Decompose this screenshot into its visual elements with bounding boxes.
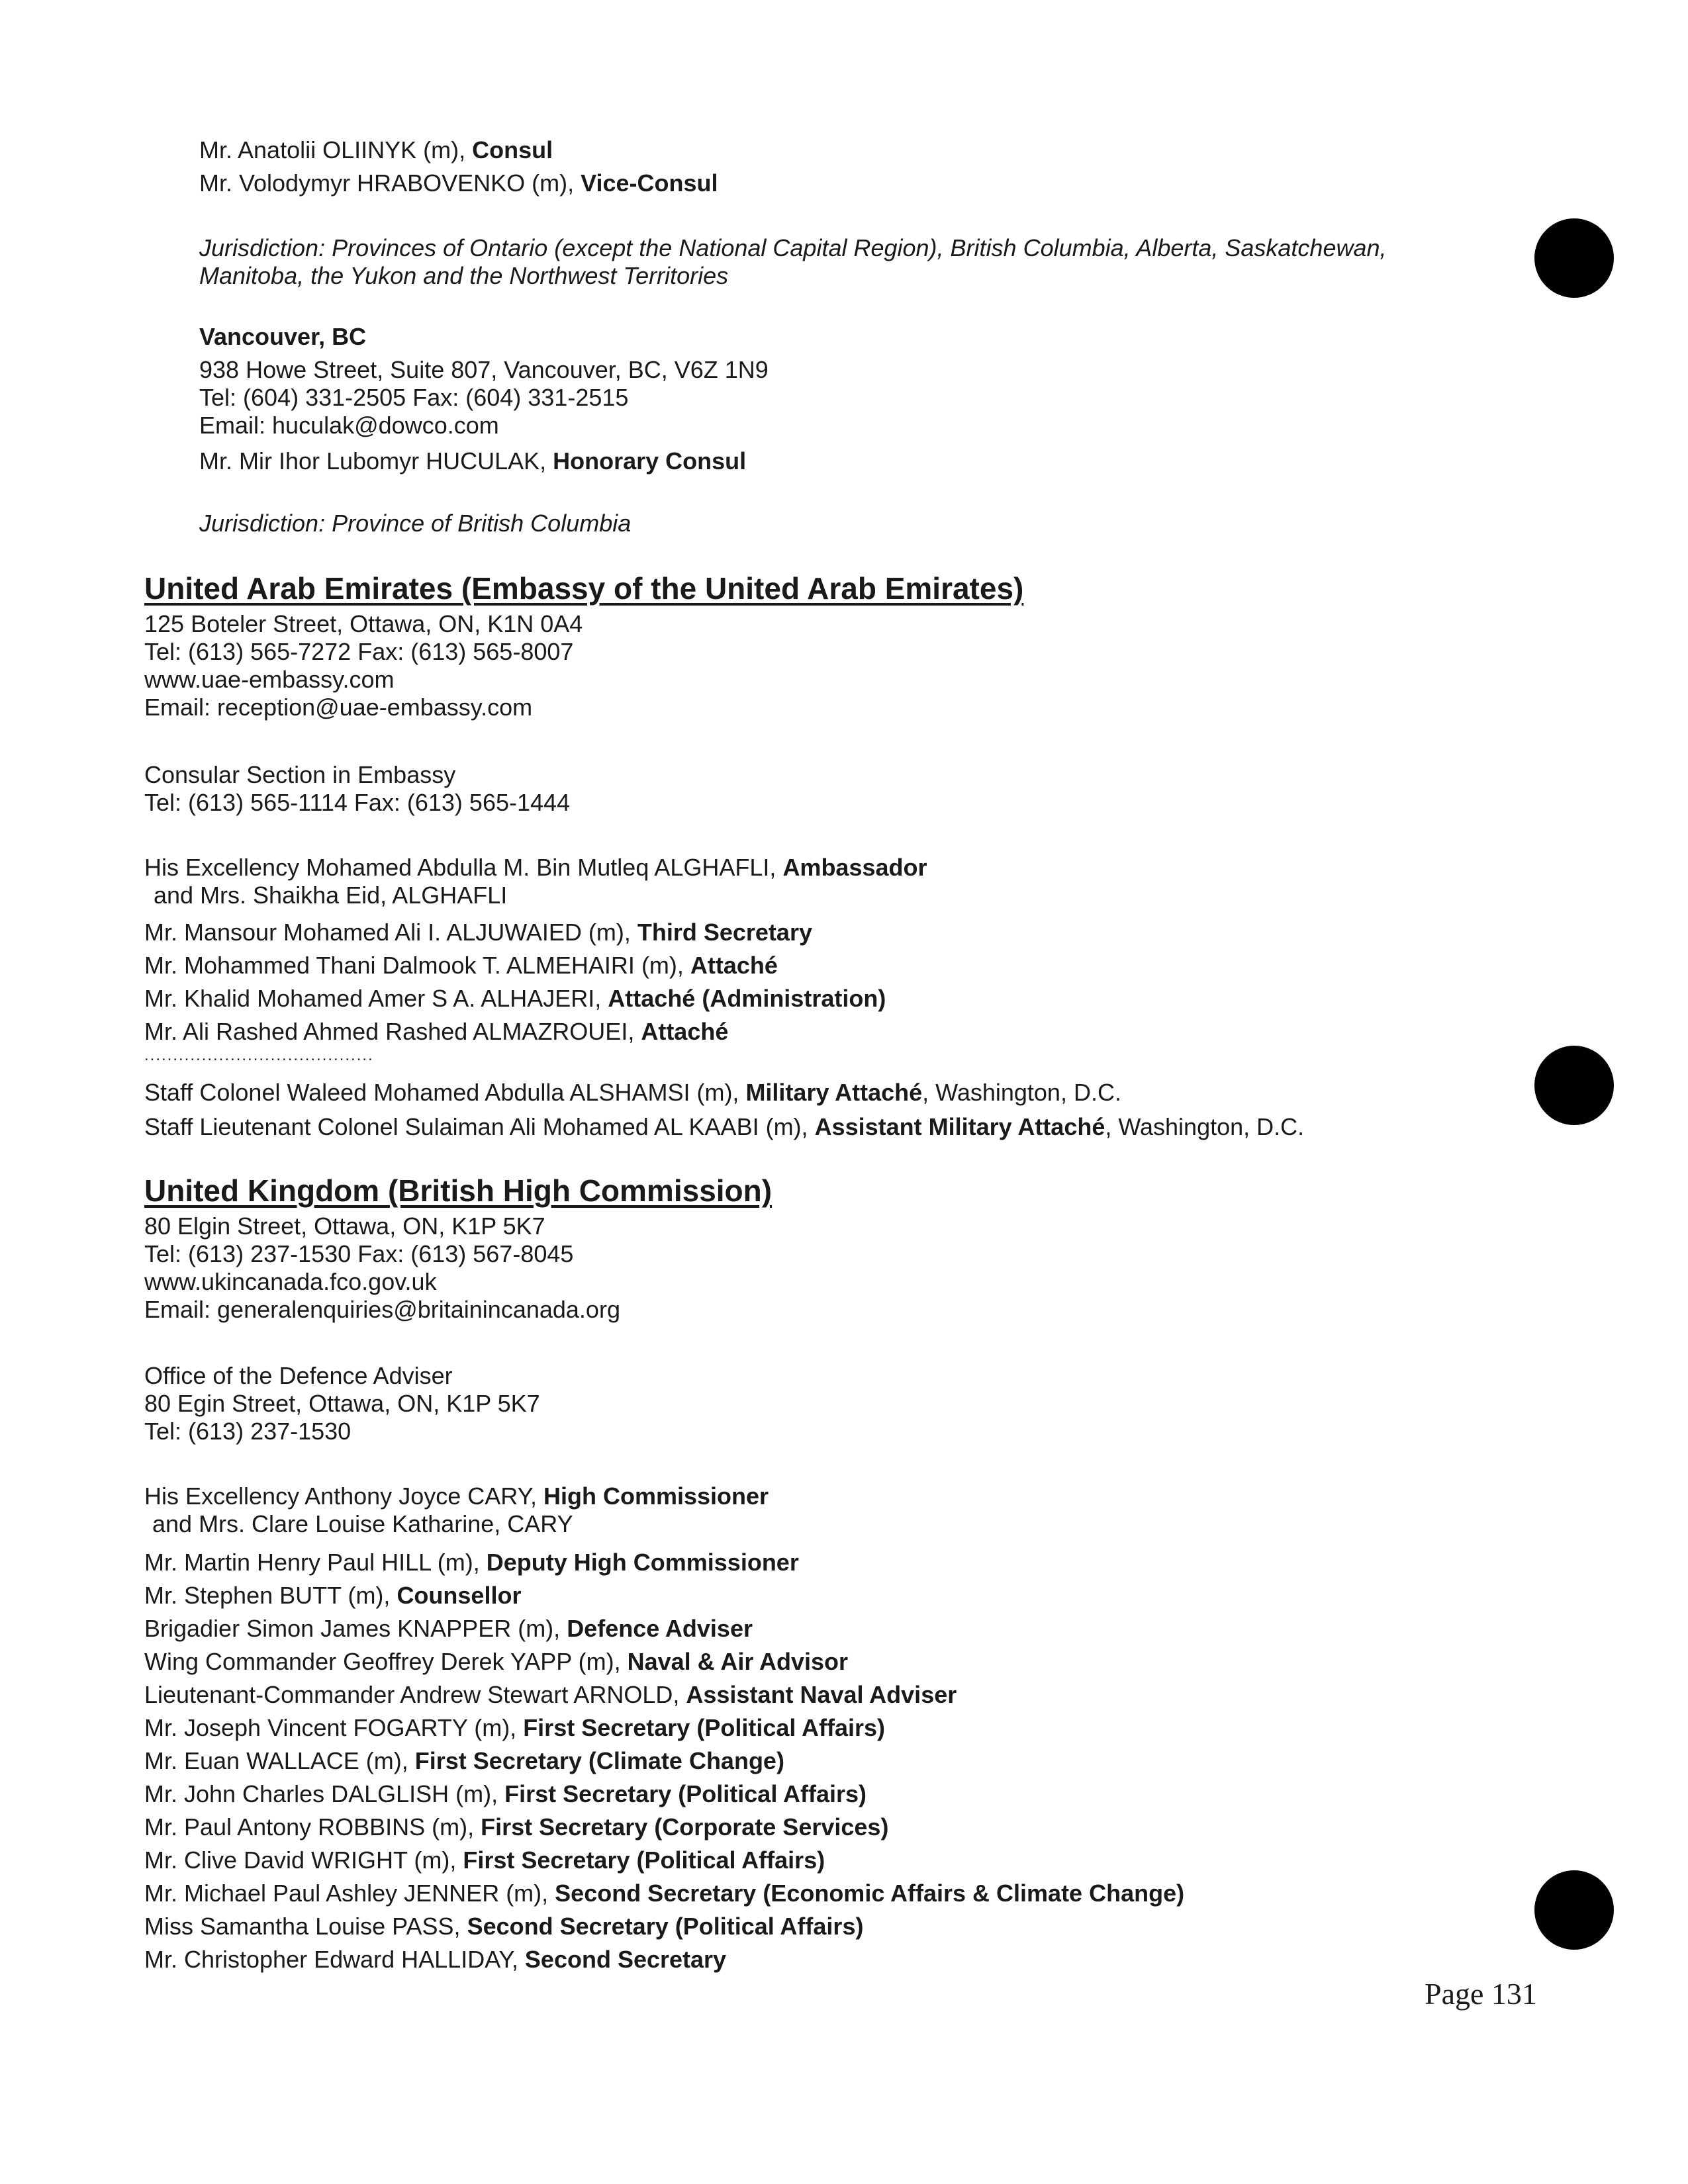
tel-text: Tel: (613) 565-1114 Fax: (613) 565-1444 <box>144 789 571 816</box>
head-of-mission <box>144 1482 769 1510</box>
staff-line <box>144 1582 521 1610</box>
staff-line <box>144 1846 825 1874</box>
staff-line <box>144 1946 726 1974</box>
email-text: Email: generalenquiries@britainincanada.org <box>144 1296 620 1323</box>
staff-name: Mr. Michael Paul Ashley JENNER (m), <box>144 1880 555 1907</box>
address-text: 80 Elgin Street, Ottawa, ON, K1P 5K7 <box>144 1212 545 1240</box>
staff-title: Honorary Consul <box>553 447 747 475</box>
staff-line <box>199 447 746 475</box>
staff-title: Naval & Air Advisor <box>627 1648 849 1675</box>
staff-name: Mr. Paul Antony ROBBINS (m), <box>144 1813 481 1841</box>
staff-name: Mr. Mansour Mohamed Ali I. ALJUWAIED (m), <box>144 919 637 946</box>
address-text: 938 Howe Street, Suite 807, Vancouver, BC, V6Z 1N9 <box>199 356 769 383</box>
staff-name: Mr. Martin Henry Paul HILL (m), <box>144 1549 487 1576</box>
email-text: Email: reception@uae-embassy.com <box>144 694 533 721</box>
tel-text: Tel: (613) 565-7272 Fax: (613) 565-8007 <box>144 638 574 665</box>
staff-title: Third Secretary <box>637 919 812 946</box>
jurisdiction-text: Manitoba, the Yukon and the Northwest Territories <box>199 262 729 289</box>
jurisdiction-text: Jurisdiction: Province of British Columbia <box>199 510 632 537</box>
staff-line <box>144 952 778 979</box>
staff-title: Attaché (Administration) <box>608 985 886 1012</box>
staff-line <box>144 1880 1184 1907</box>
staff-name: Staff Lieutenant Colonel Sulaiman Ali Mohamed AL KAABI (m), <box>144 1113 815 1140</box>
staff-title: First Secretary (Corporate Services) <box>481 1813 889 1841</box>
dotted-separator: ........................................ <box>144 1046 374 1064</box>
staff-title: Deputy High Commissioner <box>486 1549 799 1576</box>
staff-title: First Secretary (Political Affairs) <box>523 1714 886 1741</box>
section-heading-uk: United Kingdom (British High Commission) <box>144 1173 773 1208</box>
staff-line <box>144 1648 848 1676</box>
staff-line <box>144 1813 888 1841</box>
section-heading-uae: United Arab Emirates (Embassy of the United Arab Emirates) <box>144 571 1024 606</box>
staff-title: Attaché <box>641 1018 729 1045</box>
staff-line <box>144 919 812 946</box>
staff-title: High Commissioner <box>543 1482 769 1510</box>
staff-title: Ambassador <box>782 854 927 881</box>
tel-text: Tel: (613) 237-1530 Fax: (613) 567-8045 <box>144 1240 574 1267</box>
staff-line <box>144 1615 753 1643</box>
staff-name: His Excellency Mohamed Abdulla M. Bin Mutleq ALGHAFLI, <box>144 854 783 881</box>
staff-name: Mr. Mir Ihor Lubomyr HUCULAK, <box>199 447 553 475</box>
website-text: www.ukincanada.fco.gov.uk <box>144 1268 437 1295</box>
staff-line <box>144 985 886 1013</box>
head-of-mission <box>144 854 927 882</box>
staff-line <box>144 1681 957 1709</box>
staff-name: Mr. John Charles DALGLISH (m), <box>144 1780 505 1807</box>
tel-text: Tel: (604) 331-2505 Fax: (604) 331-2515 <box>199 384 629 411</box>
military-line <box>144 1079 1121 1107</box>
staff-title: First Secretary (Political Affairs) <box>504 1780 867 1807</box>
staff-name: Lieutenant-Commander Andrew Stewart ARNOLD, <box>144 1681 686 1708</box>
staff-line <box>144 1780 867 1808</box>
staff-name: His Excellency Anthony Joyce CARY, <box>144 1482 543 1510</box>
staff-name: Mr. Mohammed Thani Dalmook T. ALMEHAIRI (m), <box>144 952 690 979</box>
staff-title: Assistant Military Attaché <box>814 1113 1105 1140</box>
staff-line <box>144 1714 885 1742</box>
staff-title: Second Secretary (Economic Affairs & Climate Change) <box>555 1880 1185 1907</box>
staff-title: First Secretary (Political Affairs) <box>463 1846 825 1874</box>
jurisdiction-text: Jurisdiction: Provinces of Ontario (except the National Capital Region), British Columbia, Alberta, Saskatchewan, <box>199 234 1387 261</box>
staff-title: Defence Adviser <box>567 1615 753 1642</box>
staff-title: Attaché <box>690 952 778 979</box>
spouse-text: and Mrs. Shaikha Eid, ALGHAFLI <box>154 882 508 909</box>
staff-name: Miss Samantha Louise PASS, <box>144 1913 467 1940</box>
address-text: 80 Egin Street, Ottawa, ON, K1P 5K7 <box>144 1390 540 1417</box>
consular-section: Consular Section in Embassy <box>144 761 456 788</box>
staff-line <box>144 1549 799 1576</box>
staff-title: Consul <box>472 136 553 163</box>
defence-office: Office of the Defence Adviser <box>144 1362 453 1389</box>
staff-line <box>144 1913 863 1940</box>
staff-location: , Washington, D.C. <box>1105 1113 1305 1140</box>
staff-name: Wing Commander Geoffrey Derek YAPP (m), <box>144 1648 628 1675</box>
staff-line <box>144 1747 784 1775</box>
staff-line <box>144 1018 728 1046</box>
punch-hole <box>1534 1870 1614 1950</box>
staff-title: Counsellor <box>397 1582 522 1609</box>
website-text: www.uae-embassy.com <box>144 666 395 693</box>
staff-name: Brigadier Simon James KNAPPER (m), <box>144 1615 567 1642</box>
staff-title: Second Secretary (Political Affairs) <box>467 1913 864 1940</box>
spouse-text: and Mrs. Clare Louise Katharine, CARY <box>152 1510 573 1537</box>
staff-line <box>199 169 718 197</box>
tel-text: Tel: (613) 237-1530 <box>144 1418 352 1445</box>
staff-location: , Washington, D.C. <box>922 1079 1121 1106</box>
address-text: 125 Boteler Street, Ottawa, ON, K1N 0A4 <box>144 610 583 637</box>
punch-hole <box>1534 1046 1614 1125</box>
staff-name: Mr. Anatolii OLIINYK (m), <box>199 136 473 163</box>
staff-line <box>199 136 553 164</box>
staff-title: First Secretary (Climate Change) <box>414 1747 784 1774</box>
military-line <box>144 1113 1304 1141</box>
staff-name: Mr. Volodymyr HRABOVENKO (m), <box>199 169 581 197</box>
staff-name: Staff Colonel Waleed Mohamed Abdulla ALSHAMSI (m), <box>144 1079 746 1106</box>
email-text: Email: huculak@dowco.com <box>199 412 499 439</box>
staff-name: Mr. Clive David WRIGHT (m), <box>144 1846 463 1874</box>
staff-name: Mr. Stephen BUTT (m), <box>144 1582 397 1609</box>
staff-name: Mr. Ali Rashed Ahmed Rashed ALMAZROUEI, <box>144 1018 641 1045</box>
page-number: Page 131 <box>1425 1977 1537 2011</box>
city-heading: Vancouver, BC <box>199 323 367 350</box>
staff-title: Vice-Consul <box>581 169 718 197</box>
staff-title: Military Attaché <box>745 1079 923 1106</box>
staff-name: Mr. Euan WALLACE (m), <box>144 1747 415 1774</box>
punch-hole <box>1534 218 1614 298</box>
staff-name: Mr. Joseph Vincent FOGARTY (m), <box>144 1714 524 1741</box>
staff-title: Second Secretary <box>524 1946 727 1973</box>
staff-title: Assistant Naval Adviser <box>686 1681 957 1708</box>
staff-name: Mr. Christopher Edward HALLIDAY, <box>144 1946 525 1973</box>
staff-name: Mr. Khalid Mohamed Amer S A. ALHAJERI, <box>144 985 608 1012</box>
